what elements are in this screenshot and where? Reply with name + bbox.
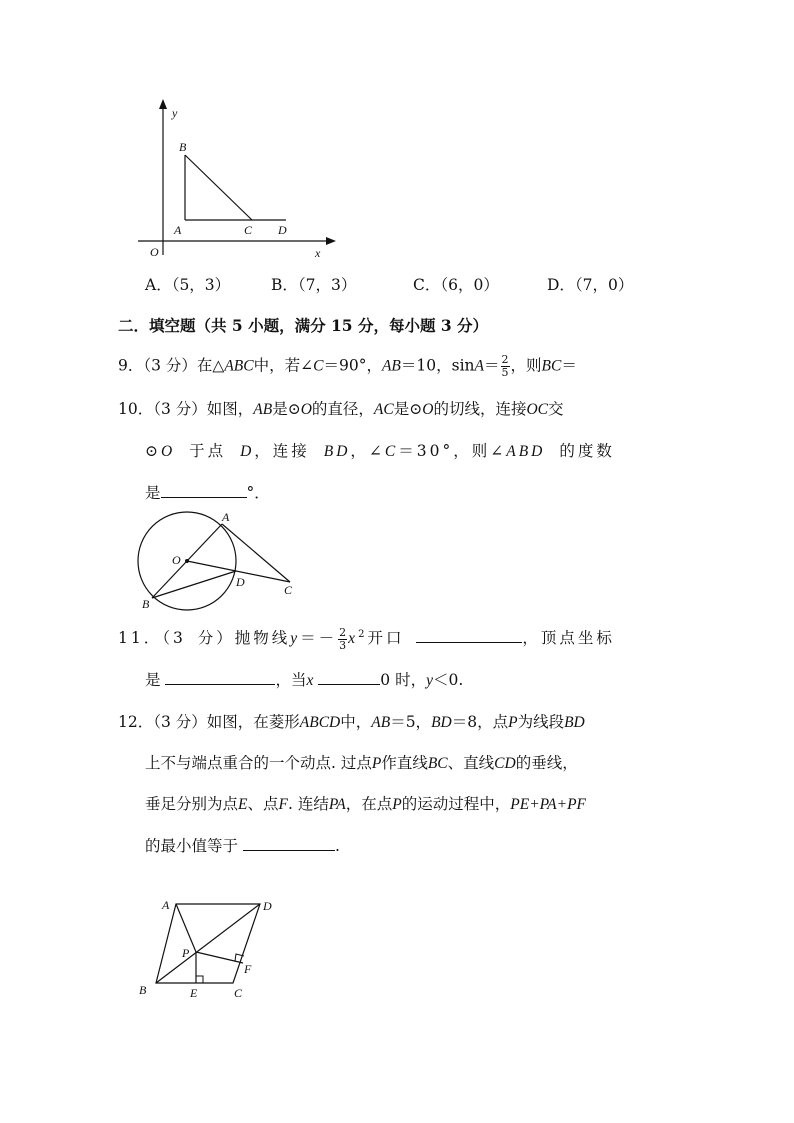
answer-blank-q10[interactable] <box>161 483 247 498</box>
answer-blank-q12[interactable] <box>243 836 335 851</box>
label-p: P <box>182 946 190 960</box>
fraction-2-5: $\frac{2}{5}$ <box>501 353 509 379</box>
question-10-line-2: ⊙O 于点 D，连接 BD，∠C＝30°，则∠ABD 的度数 <box>145 442 615 460</box>
fraction-2-3: $\frac{2}{3}$ <box>339 625 347 652</box>
label-d: D <box>236 575 245 589</box>
question-11-line-1: 11．（3 分）抛物线y＝－ $\frac{2}{3}$ $x^2$开口 ，顶点坐标 <box>118 625 615 652</box>
figure-coordinate-triangle <box>130 95 350 260</box>
label-b: B <box>142 597 150 611</box>
question-10-line-1: 10．（3 分）如图，AB是⊙O的直径，AC是⊙O的切线，连接OC交 <box>118 400 564 418</box>
figure-rhombus <box>130 893 290 1005</box>
label-c: C <box>234 986 243 1000</box>
answer-blank-q11-opening[interactable] <box>416 628 522 643</box>
label-d: D <box>278 223 287 237</box>
figure-circle-tangent <box>132 505 302 615</box>
option-a: A．（5，3） <box>145 276 231 294</box>
answer-blank-q11-vertex[interactable] <box>165 670 275 685</box>
center-point <box>185 559 189 563</box>
label-a: A <box>222 510 230 524</box>
label-y: y <box>172 106 178 120</box>
option-b: B．（7，3） <box>271 276 357 294</box>
section-heading: 二．填空题（共 5 小题，满分 15 分，每小题 3 分） <box>118 316 489 335</box>
answer-blank-q11-x[interactable] <box>318 670 380 685</box>
label-a: A <box>162 898 170 912</box>
label-o: O <box>150 245 159 259</box>
x-axis <box>138 237 336 245</box>
segment-ac <box>222 524 290 582</box>
label-c: C <box>284 583 293 597</box>
label-d: D <box>263 899 272 913</box>
label-b: B <box>179 140 187 154</box>
label-x: x <box>315 246 321 260</box>
option-c: C．（6，0） <box>413 276 499 294</box>
label-e: E <box>190 986 198 1000</box>
label-c: C <box>244 223 253 237</box>
segment-pa <box>176 904 196 952</box>
label-f: F <box>244 962 252 976</box>
y-axis <box>159 99 167 255</box>
question-12-line-3: 垂足分别为点E、点F. 连结PA，在点P的运动过程中，PE+PA+PF <box>145 795 587 813</box>
question-10-line-3: 是 °． <box>145 484 270 502</box>
question-12-line-4: 的最小值等于 . <box>145 837 340 855</box>
segment-bc <box>185 155 252 220</box>
label-a: A <box>174 223 182 237</box>
question-12-line-1: 12．（3 分）如图，在菱形ABCD中，AB＝5，BD＝8，点P为线段BD <box>118 713 585 731</box>
option-d: D．（7，0） <box>547 276 634 294</box>
label-o: O <box>172 553 181 567</box>
question-9: 9．（3 分）在△ABC中，若∠C＝90°，AB＝10，sinA＝ $\frac{2}{5}$ ，则BC＝ <box>118 353 577 379</box>
q8-options <box>145 275 633 295</box>
right-angle-e <box>196 976 203 983</box>
label-b: B <box>139 983 147 997</box>
question-11-line-2: 是 ，当x 0 时，y＜0. <box>145 671 464 689</box>
question-12-line-2: 上不与端点重合的一个动点. 过点P作直线BC、直线CD的垂线， <box>145 754 578 772</box>
